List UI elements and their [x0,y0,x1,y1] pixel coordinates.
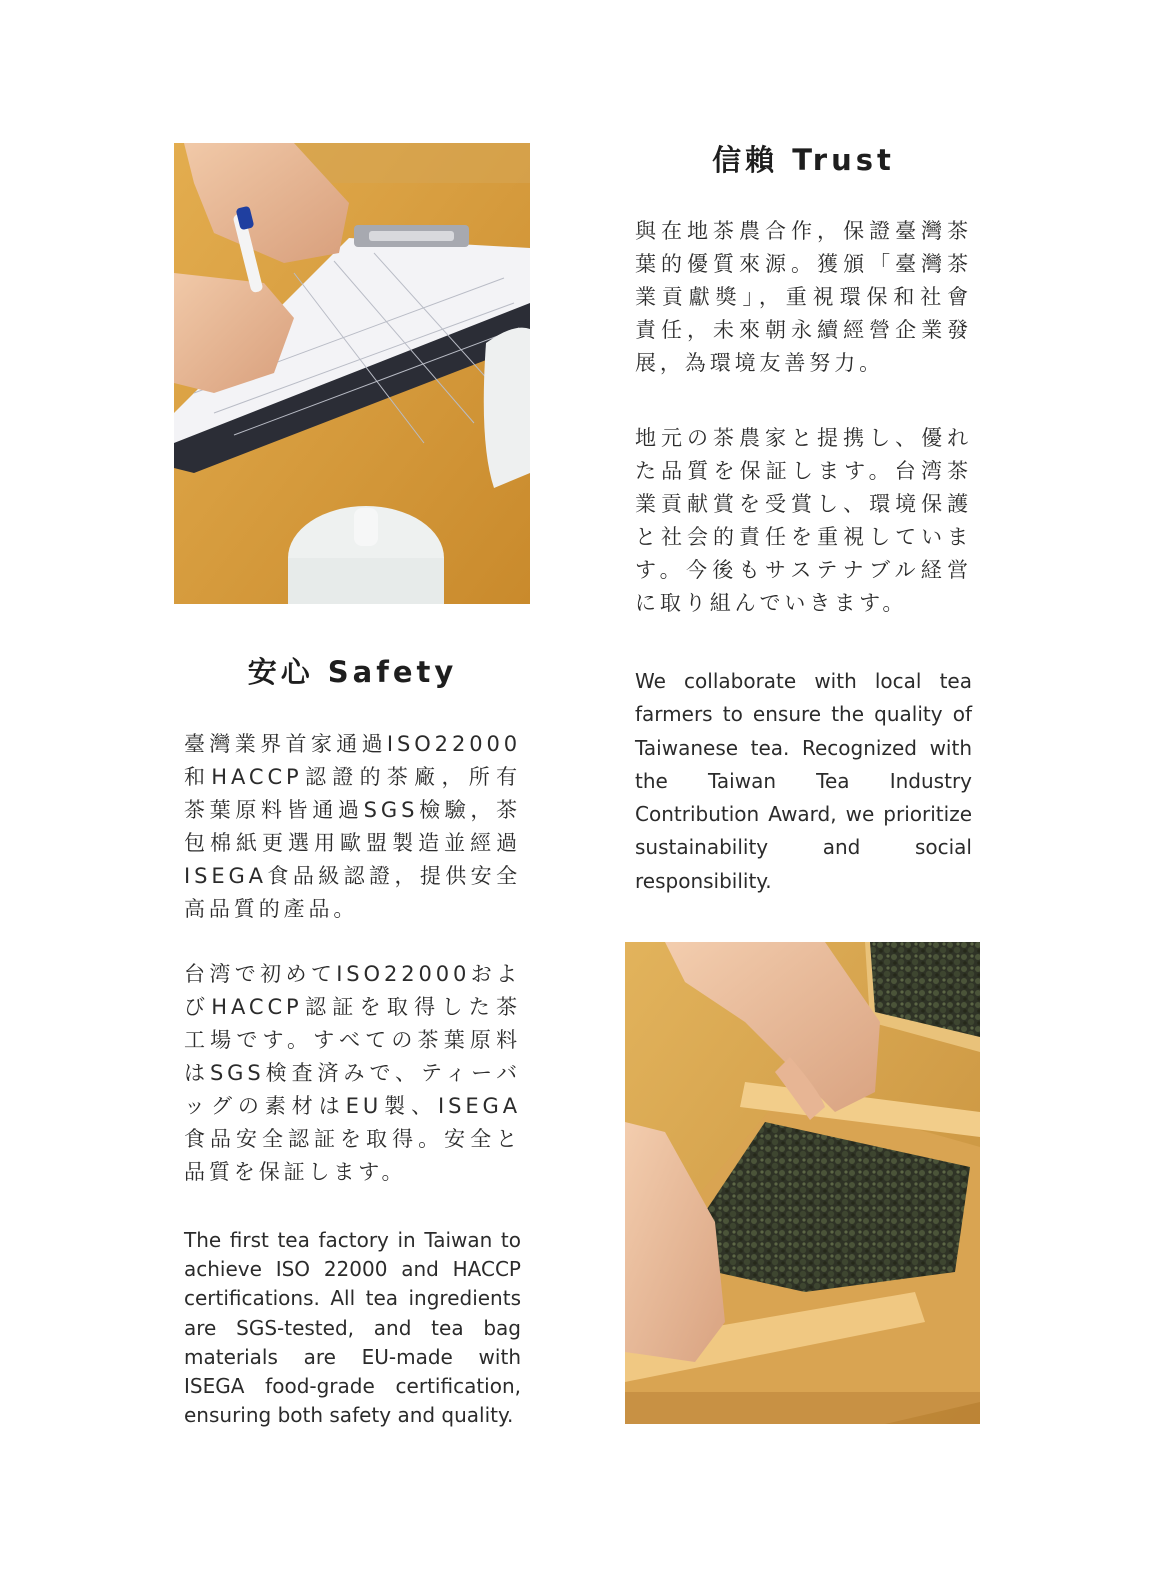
safety-english-text: The first tea factory in Taiwan to achieve ISO 22000 and HACCP certifications. All tea ingredients are SGS-tested, and tea bag materials are EU-made with ISEGA food-grade certification, ensuring both safety and quality. [184,1228,521,1428]
trust-heading: 信賴 Trust [712,143,895,177]
tea-leaves-sorting-photo [625,942,980,1424]
trust-english-text: We collaborate with local tea farmers to ensure the quality of Taiwanese tea. Recognized with the Taiwan Tea Industry Contribution Award, we prioritize sustainability and social responsibility. [635,669,972,893]
safety-japanese-text: 台湾で初めてISO22000およびHACCP認証を取得した茶工場です。すべての茶葉原料はSGS検査済みで、ティーバッグの素材はEU製、ISEGA食品安全認証を取得。安全と品質を保証します。 [184,962,521,1184]
trust-chinese-text: 與在地茶農合作，保證臺灣茶葉的優質來源。獲頒「臺灣茶業貢獻獎」，重視環保和社會責任，未來朝永續經營企業發展，為環境友善努力。 [635,219,972,375]
trust-japanese-text: 地元の茶農家と提携し、優れた品質を保証します。台湾茶業貢献賞を受賞し、環境保護と社会的責任を重視しています。今後もサステナブル経営に取り組んでいきます。 [635,426,972,615]
inspection-clipboard-photo [174,143,530,604]
safety-chinese-text: 臺灣業界首家通過ISO22000和HACCP認證的茶廠，所有茶葉原料皆通過SGS檢驗，茶包棉紙更選用歐盟製造並經過ISEGA食品級認證，提供安全高品質的產品。 [184,732,521,921]
safety-heading: 安心 Safety [247,655,458,689]
